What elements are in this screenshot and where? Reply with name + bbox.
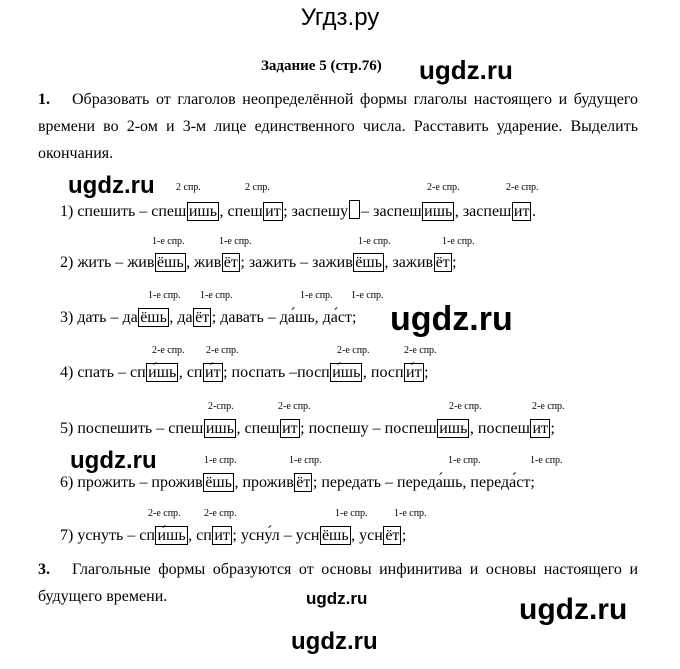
ending-box: ит [513, 203, 530, 220]
row-text: , да [169, 309, 193, 326]
ending-box: ёт [223, 254, 238, 271]
conjugation-note: 1-е спр. [358, 236, 391, 247]
row-text: , сп [178, 364, 203, 381]
ending-box: ёшь [321, 527, 349, 544]
ending-box: ёт [296, 474, 311, 491]
ending-box: ишь [439, 420, 468, 437]
example-row-7 [60, 526, 406, 545]
row-text: 7) уснуть – сп [60, 527, 155, 544]
example-row-3 [60, 308, 356, 327]
example-row-2 [60, 253, 457, 272]
conjugation-note: 2-е спр. [427, 182, 460, 193]
paragraph-text: Глагольные формы образуются от основы инфинитива и основы настоящего и будущего времени. [38, 561, 638, 605]
row-text: , зажив [384, 254, 434, 271]
ending-box: ёт [435, 254, 450, 271]
watermark: ugdz.ru [306, 589, 368, 608]
row-text: ; передать – переда́шь, переда́ст; [312, 474, 535, 491]
watermark: ugdz.ru [68, 172, 155, 199]
ending-box: ишь [188, 203, 218, 220]
row-text: , спеш [236, 420, 280, 437]
ending-box: ёт [195, 309, 210, 326]
watermark: ugdz.ru [519, 593, 628, 626]
ending-box: ёшь [355, 254, 382, 271]
example-row-4 [60, 363, 429, 382]
ending-box: и́т [205, 364, 221, 381]
conjugation-note: 2-е спр. [449, 401, 482, 412]
row-text: ; [550, 420, 555, 437]
ending-box: ишь [424, 203, 453, 220]
example-row-5 [60, 419, 555, 438]
row-text: 1) спешить – спеш [60, 203, 187, 220]
row-text: , жив [186, 254, 222, 271]
watermark: ugdz.ru [390, 300, 513, 338]
row-text: , спеш [219, 203, 263, 220]
conjugation-note: 1-е спр. [148, 290, 181, 301]
ending-box: ёшь [205, 474, 232, 491]
example-row-6 [60, 473, 535, 492]
ending-box: и́шь [332, 364, 361, 381]
row-text: 4) спать – сп [60, 364, 146, 381]
conjugation-note: 2 спр. [176, 182, 201, 193]
row-text: ; поспешу – поспеш [300, 420, 437, 437]
paragraph-number: 3. [38, 561, 50, 578]
row-text: ; усну́л – усн [232, 527, 320, 544]
ending-box: и́т [406, 364, 422, 381]
paragraph-text: Образовать от глаголов неопределённой формы глаголы настоящего и будущего времени во 2-ом и 3-м лице единственного числа. Расставить ударение. Выделить окончания. [38, 91, 638, 162]
conjugation-note: 1-е спр. [335, 508, 368, 519]
ending-box: ит [265, 203, 281, 220]
conjugation-note: 2-е спр. [152, 345, 185, 356]
row-text: ; [452, 254, 457, 271]
site-title: Угдз.ру [300, 4, 380, 31]
row-text: ; [401, 527, 407, 544]
conjugation-note: 2-е спр. [204, 508, 237, 519]
conjugation-note: 2-е спр. [337, 345, 370, 356]
row-text: 2) жить – жив [60, 254, 155, 271]
conjugation-note: 1-е спр. [300, 290, 333, 301]
row-text: ; заспешу [283, 203, 349, 220]
conjugation-note: 2 спр. [245, 182, 270, 193]
row-text: ; зажить – зажив [240, 254, 353, 271]
row-text: , сп [188, 527, 212, 544]
ending-box: и́шь [148, 364, 177, 381]
conjugation-note: 1-е спр. [394, 508, 427, 519]
conjugation-note: 1-е спр. [442, 236, 475, 247]
conjugation-note: 2-е спр. [404, 345, 437, 356]
row-text: , усн [351, 527, 383, 544]
conjugation-note: 2-е спр. [532, 401, 565, 412]
ending-box: ёт [385, 527, 400, 544]
conjugation-note: 1-е спр. [219, 236, 252, 247]
row-text: – заспеш [361, 203, 422, 220]
ending-box: ит [532, 420, 548, 437]
row-text: , заспеш [454, 203, 512, 220]
conjugation-note: 1-е спр. [351, 290, 384, 301]
ending-box: ёшь [140, 309, 167, 326]
ending-box: и́шь [157, 527, 186, 544]
paragraph-1 [38, 86, 638, 167]
row-text: , прожив [234, 474, 294, 491]
conjugation-note: 1-е спр. [204, 455, 237, 466]
conjugation-note: 2-спр. [208, 401, 234, 412]
conjugation-note: 1-е спр. [152, 236, 185, 247]
row-text: . [531, 203, 536, 220]
row-text: ; поспать –посп [223, 364, 330, 381]
task-title: Задание 5 (стр.76) [261, 58, 382, 74]
watermark: ugdz.ru [291, 628, 378, 655]
row-text: , посп [362, 364, 404, 381]
paragraph-number: 1. [38, 91, 50, 108]
row-text: 6) прожить – прожив [60, 474, 203, 491]
ending-box: ит [282, 420, 298, 437]
paragraph-3 [38, 556, 638, 610]
row-text: 3) дать – да [60, 309, 138, 326]
row-text: ; [424, 364, 429, 381]
conjugation-note: 1-е спр. [448, 455, 481, 466]
conjugation-note: 1-е спр. [530, 455, 563, 466]
row-text: ; давать – да́шь, да́ст; [211, 309, 357, 326]
row-text: , поспеш [469, 420, 530, 437]
conjugation-note: 2-е спр. [278, 401, 311, 412]
conjugation-note: 2-е спр. [506, 182, 539, 193]
conjugation-note: 2-е спр. [148, 508, 181, 519]
watermark: ugdz.ru [419, 55, 513, 85]
empty-ending-box [349, 200, 360, 219]
conjugation-note: 1-е спр. [289, 455, 322, 466]
ending-box: ишь [205, 420, 234, 437]
conjugation-note: 2-е спр. [206, 345, 239, 356]
ending-box: ит [214, 527, 230, 544]
row-text: 5) поспешить – спеш [60, 420, 204, 437]
example-row-1 [60, 200, 536, 221]
ending-box: ёшь [156, 254, 184, 271]
conjugation-note: 1-е спр. [200, 290, 233, 301]
watermark: ugdz.ru [70, 447, 157, 474]
